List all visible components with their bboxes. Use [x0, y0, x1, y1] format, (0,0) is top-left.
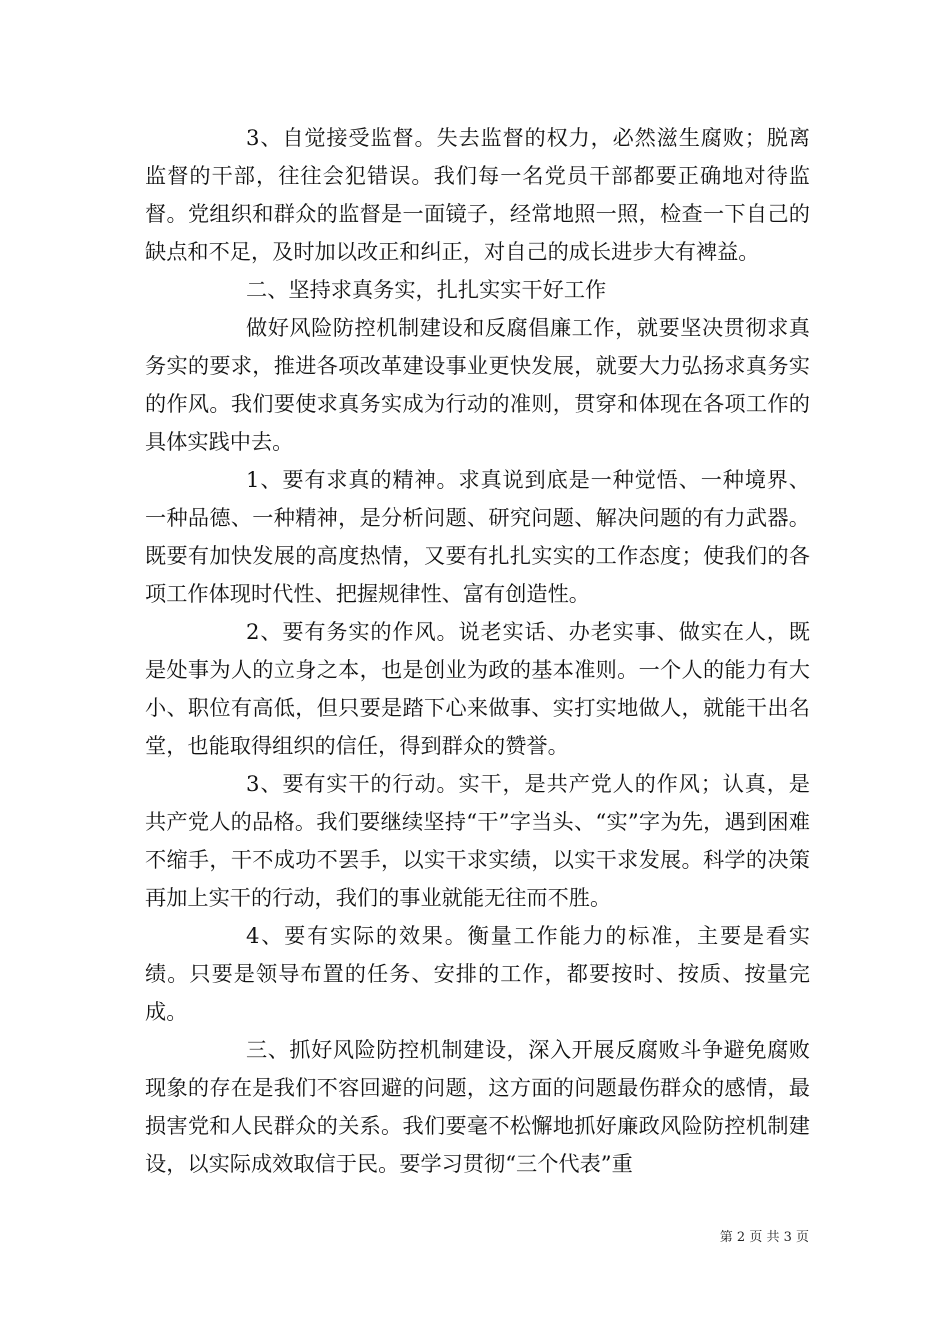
- paragraph-section-2-intro: 做好风险防控机制建设和反腐倡廉工作，就要坚决贯彻求真务实的要求，推进各项改革建设事业更快发展，就要大力弘扬求真务实的作风。我们要使求真务实成为行动的准则，贯穿和体现在各项工作的具体实践中去。: [145, 315, 810, 454]
- paragraph-actual-effect: 4、要有实际的效果。衡量工作能力的标准，主要是看实绩。只要是领导布置的任务、安排的工作，都要按时、按质、按量完成。: [145, 923, 810, 1024]
- paragraph-accept-supervision: 3、自觉接受监督。失去监督的权力，必然滋生腐败；脱离监督的干部，往往会犯错误。我们每一名党员干部都要正确地对待监督。党组织和群众的监督是一面镜子，经常地照一照，检查一下自己的缺点和不足，及时加以改正和纠正，对自己的成长进步大有裨益。: [145, 125, 810, 264]
- section-heading-2: 二、坚持求真务实，扎扎实实干好工作: [246, 277, 607, 302]
- paragraph-section-3: 三、抓好风险防控机制建设，深入开展反腐败斗争避免腐败现象的存在是我们不容回避的问题，这方面的问题最伤群众的感情，最损害党和人民群众的关系。我们要毫不松懈地抓好廉政风险防控机制建设，以实际成效取信于民。要学习贯彻“三个代表”重: [145, 1037, 810, 1176]
- document-body: [145, 119, 810, 1183]
- paragraph-seek-truth: 1、要有求真的精神。求真说到底是一种觉悟、一种境界、一种品德、一种精神，是分析问题、研究问题、解决问题的有力武器。既要有加快发展的高度热情，又要有扎扎实实的工作态度；使我们的各项工作体现时代性、把握规律性、富有创造性。: [145, 467, 810, 606]
- paragraph-practical-style: 2、要有务实的作风。说老实话、办老实事、做实在人，既是处事为人的立身之本，也是创业为政的基本准则。一个人的能力有大小、职位有高低，但只要是踏下心来做事、实打实地做人，就能干出名堂，也能取得组织的信任，得到群众的赞誉。: [145, 619, 810, 758]
- paragraph-hard-work: 3、要有实干的行动。实干，是共产党人的作风；认真，是共产党人的品格。我们要继续坚持“干”字当头、“实”字为先，遇到困难不缩手，干不成功不罢手，以实干求实绩，以实干求发展。科学的决策再加上实干的行动，我们的事业就能无往而不胜。: [145, 771, 810, 910]
- page-number-footer: 第 2 页 共 3 页: [719, 1230, 809, 1245]
